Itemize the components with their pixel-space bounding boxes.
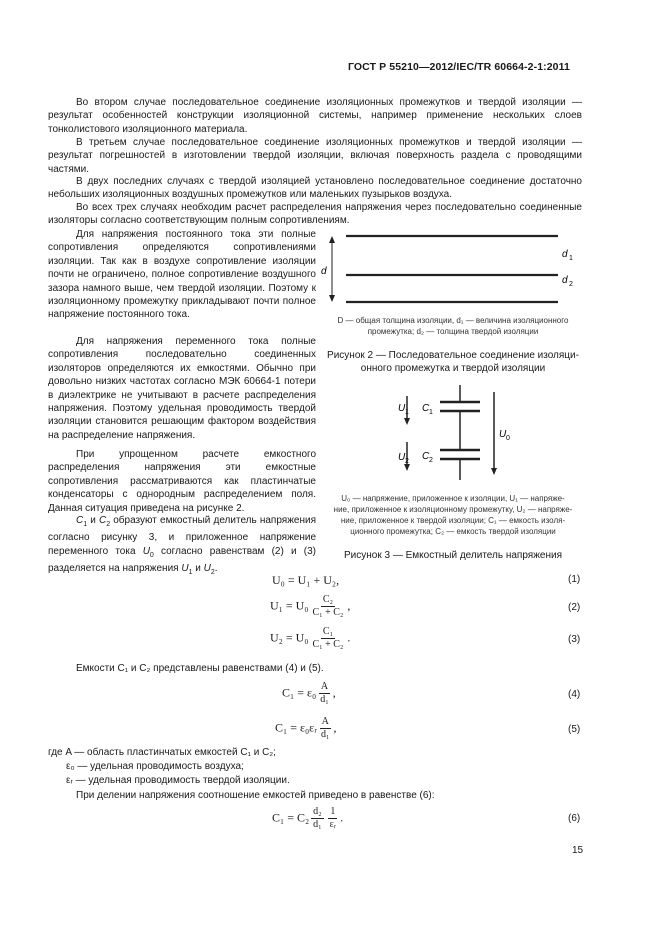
label-d2: d <box>562 275 568 286</box>
label-c2-sub: 2 <box>429 457 433 464</box>
paragraph-3: В двух последних случаях с твердой изоляцией установлено последовательное соединение достаточно небольших изоляционных воздушных промежутков или маленьких пузырьков воздуха. <box>48 176 582 201</box>
u1-arrow-head <box>404 418 410 425</box>
arrow-up-head <box>329 236 335 243</box>
equation-3-number: (3) <box>568 634 581 645</box>
equation-5: C₁ = ε₀εᵣ $\frac{A}{\text{d₁}}$ , <box>275 716 337 740</box>
where-line-1: где A — область пластинчатых емкостей C₁ и C₂; <box>48 747 276 758</box>
equation-2: U₁ = U₀ $\frac{\text{C₂}}{\text{C₁ + C₂}}$ , <box>270 594 351 618</box>
equation-5-number: (5) <box>568 724 581 735</box>
u0-arrow-head <box>491 468 497 475</box>
label-d2-sub: 2 <box>569 281 573 288</box>
u2-arrow-head <box>404 464 410 471</box>
paragraph-4: Во всех трех случаях необходим расчет распределения напряжения через последовательно соединенные изоляторы согласно соответствующим полным сопротивлениям. <box>48 202 582 227</box>
label-c1-sub: 1 <box>429 409 433 416</box>
label-d1: d <box>562 249 568 260</box>
equation-4: C₁ = ε₀ $\frac{A}{\text{d₁}}$ , <box>282 681 336 705</box>
figure-3-legend-line-1: U₀ — напряжение, приложенное к изоляции, U₁ — напряже- <box>341 494 565 503</box>
page-number: 15 <box>572 845 584 856</box>
paragraph-1: Во втором случае последовательное соединение изоляционных промежутков и твердой изоляции — результат особенностей конструкции изоляционной системы, например применение нескольких слоев тонколистового изоляционного материала. <box>48 97 582 135</box>
figure-2-caption-line-2: онного промежутка и твердой изоляции <box>360 363 546 374</box>
figure-2-legend-line-1: D — общая толщина изоляции, d₁ — величина изоляционного <box>337 316 569 325</box>
label-u0: U <box>499 429 507 440</box>
arrow-down-head <box>329 295 335 302</box>
where-line-3: εᵣ — удельная проводимость твердой изоляции. <box>66 775 290 786</box>
figure-2-diagram <box>318 230 588 310</box>
label-u0-sub: 0 <box>506 435 510 442</box>
ratio-sentence: При делении напряжения соотношение емкостей приведено в равенстве (6): <box>76 790 435 801</box>
label-u1: U <box>398 403 406 414</box>
label-d: d <box>321 266 327 277</box>
document-header: ГОСТ Р 55210—2012/IEC/TR 60664-2-1:2011 <box>348 61 570 73</box>
label-u2: U <box>398 452 406 463</box>
paragraph-7: При упрощенном расчете емкостного распределения напряжения эти емкостные сопротивления рассматриваются как пластинчатые конденсаторы с однородным распределением поля. Данная ситуация приведена на рисунке 2. <box>48 449 316 514</box>
equation-4-number: (4) <box>568 689 581 700</box>
paragraph-5: Для напряжения постоянного тока эти полные сопротивления определяются сопротивлениями изоляции. Так как в воздухе сопротивление изоляции почти не ограничено, полное сопротивление воздушного зазора намного выше, чем твердой изоляции. Поэтому к изоляционному промежутку прикладывают почти полное напряжение постоянного тока. <box>48 229 316 321</box>
label-u1-sub: 1 <box>405 409 409 416</box>
figure-2-legend-line-2: промежутка; d₂ — толщина твердой изоляции <box>367 327 539 336</box>
figure-3-legend-line-4: ционного промежутка; C₂ — емкость твердой изоляции <box>350 527 556 536</box>
label-u2-sub: 2 <box>405 458 409 465</box>
figure-3-diagram <box>360 380 530 490</box>
paragraph-8: $C_1$ и $C_2$ образуют емкостный делитель напряжения согласно рисунку 3, и приложенное напряжение переменного тока $U_0$ согласно равенствам (2) и (3) разделяется на напряжения $U_1$ и $U_2$. <box>48 515 316 577</box>
equation-6-number: (6) <box>568 813 581 824</box>
label-d1-sub: 1 <box>569 255 573 262</box>
figure-3-legend-line-3: ние, приложенное к твердой изоляции; C₁ — емкость изоля- <box>340 516 566 525</box>
capacities-sentence: Емкости C₁ и C₂ представлены равенствами (4) и (5). <box>76 663 324 674</box>
label-c1: C <box>422 403 430 414</box>
label-c2: C <box>422 451 430 462</box>
figure-3-legend-line-2: ние, приложенное к изоляционному промежутку, U₂ — напряже- <box>333 505 573 514</box>
equation-1: U₀ = U₁ + U₂, <box>272 573 340 587</box>
where-line-2: ε₀ — удельная проводимость воздуха; <box>66 761 244 772</box>
equation-2-number: (2) <box>568 602 581 613</box>
equation-3: U₂ = U₀ $\frac{\text{C₁}}{\text{C₁ + C₂}}$ . <box>270 626 351 650</box>
paragraph-6: Для напряжения переменного тока полные сопротивления последовательно соединенных изоляторов определяются их емкостями. Обычно при довольно низких частотах согласно МЭК 60664-1 потери в диэлектрике не учитывают в расчете распределения напряжения. Поэтому удельная проводимость твердой изоляции становится решающим фактором воздействия на распределение напряжения. <box>48 336 316 441</box>
figure-3-caption: Рисунок 3 — Емкостный делитель напряжения <box>343 550 562 561</box>
figure-2-caption-line-1: Рисунок 2 — Последовательное соединение изоляци- <box>327 350 579 361</box>
equation-6: C₁ = C₂ $\frac{\text{d₂}}{\text{d₁}}$ $\frac{1}{\text{εᵣ}}$ . <box>272 806 344 830</box>
equation-1-number: (1) <box>568 574 581 585</box>
paragraph-2: В третьем случае последовательное соединение изоляционных промежутков и твердой изоляции — результат погрешностей в изготовлении твердой изоляции, включая поверхность раздела с проводящими частями. <box>48 137 582 175</box>
